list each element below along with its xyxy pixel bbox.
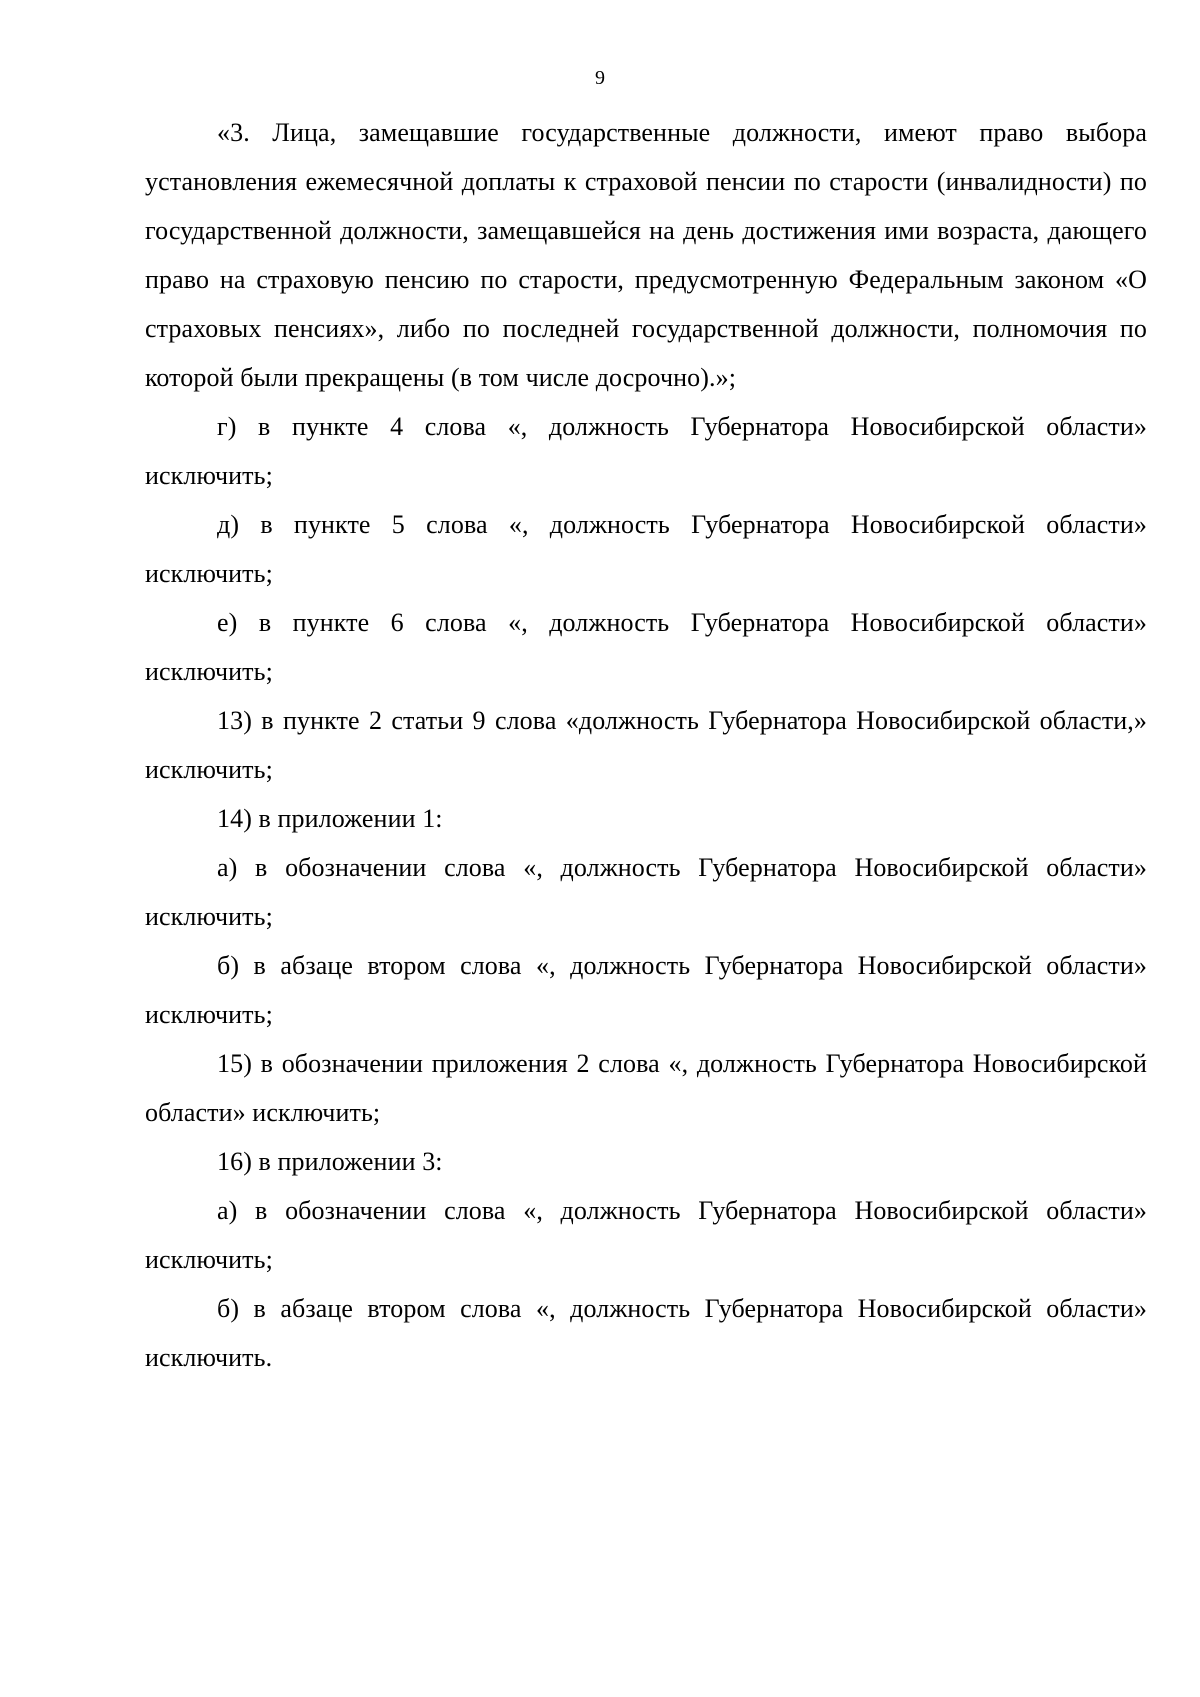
paragraph-item-15: 15) в обозначении приложения 2 слова «, должность Губернатора Новосибирской области» исключить; xyxy=(145,1049,1147,1127)
paragraph-item-13: 13) в пункте 2 статьи 9 слова «должность Губернатора Новосибирской области,» исключить; xyxy=(145,706,1147,784)
paragraph-item-16: 16) в приложении 3: xyxy=(217,1147,443,1176)
paragraph-item-14-b: б) в абзаце втором слова «, должность Губернатора Новосибирской области» исключить; xyxy=(145,951,1147,1029)
paragraph-item-14-a: а) в обозначении слова «, должность Губернатора Новосибирской области» исключить; xyxy=(145,853,1147,931)
paragraph-item-e: е) в пункте 6 слова «, должность Губернатора Новосибирской области» исключить; xyxy=(145,608,1147,686)
page-number: 9 xyxy=(595,67,605,89)
paragraph-item-16-b: б) в абзаце втором слова «, должность Губернатора Новосибирской области» исключить. xyxy=(145,1294,1147,1372)
paragraph-item-g: г) в пункте 4 слова «, должность Губернатора Новосибирской области» исключить; xyxy=(145,412,1147,490)
paragraph-item-16-a: а) в обозначении слова «, должность Губернатора Новосибирской области» исключить; xyxy=(145,1196,1147,1274)
paragraph-item-d: д) в пункте 5 слова «, должность Губернатора Новосибирской области» исключить; xyxy=(145,510,1147,588)
paragraph-clause-3: «3. Лица, замещавшие государственные должности, имеют право выбора установления ежемесячной доплаты к страховой пенсии по старости (инвалидности) по государственной должности, замещавшейся на день достижения ими возраста, дающего право на страховую пенсию по старости, предусмотренную Федеральным законом «О страховых пенсиях», либо по последней государственной должности, полномочия по которой были прекращены (в том числе досрочно).»; xyxy=(145,118,1147,392)
paragraph-item-14: 14) в приложении 1: xyxy=(217,804,443,833)
document-body xyxy=(145,108,1147,1382)
